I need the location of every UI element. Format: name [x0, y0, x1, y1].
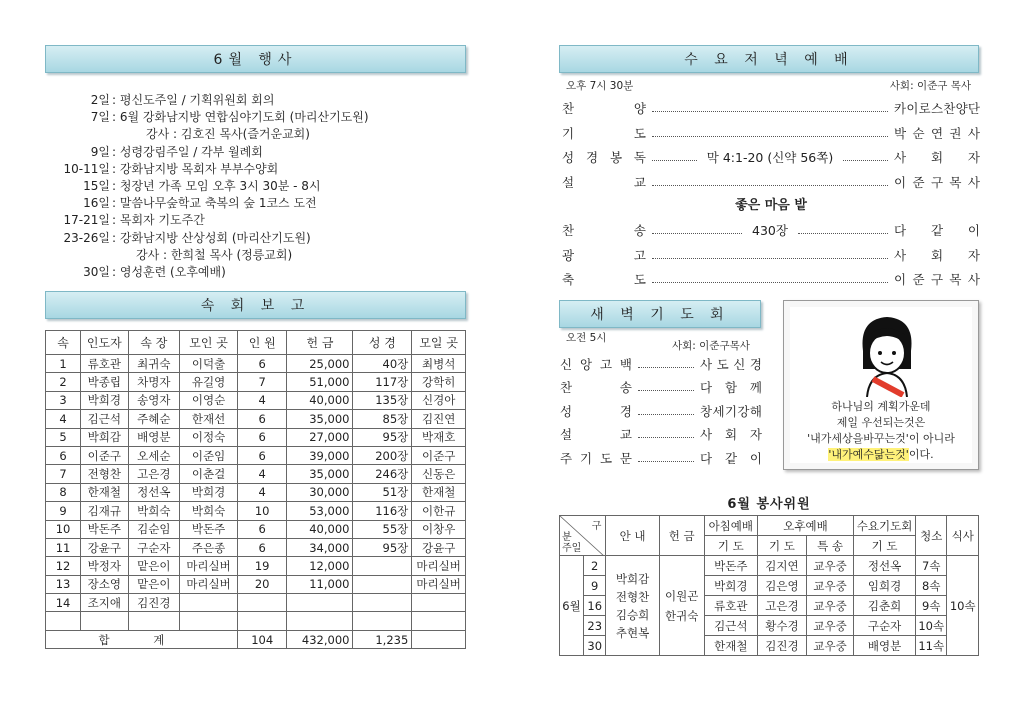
wednesday-meta	[566, 78, 971, 93]
quote-card	[783, 300, 979, 470]
list-item: 17-21일 : 목회자 기도주간	[63, 213, 205, 228]
wednesday-time: 오후 7시 30분	[566, 80, 634, 92]
order-label: 신 앙 고 백	[560, 356, 632, 372]
list-item	[562, 267, 980, 292]
order-value: 박 순 연 권 사	[894, 125, 980, 141]
events-title: 6월 행사	[213, 52, 298, 68]
order-value: 이 준 구 목 사	[894, 272, 980, 288]
order-label: 축 도	[562, 272, 646, 288]
dawn-order	[560, 352, 762, 470]
order-label: 광 고	[562, 247, 646, 263]
list-item: 강사 : 김호진 목사(즐거운교회)	[146, 127, 310, 142]
list-item	[560, 399, 762, 423]
wednesday-host: 사회: 이준구 목사	[889, 80, 971, 92]
attendance-table	[45, 330, 466, 649]
order-label: 찬 송	[560, 380, 632, 396]
list-item: 15일 : 청장년 가족 모임 오후 3시 30분 - 8시	[83, 179, 321, 194]
list-item: 16일 : 말씀나무숲학교 축복의 숲 1코스 도전	[83, 196, 317, 211]
list-item	[562, 121, 980, 146]
list-item: 7일 : 6월 강화남지방 연합심야기도회 (마리산기도원)	[90, 110, 369, 125]
offering-cell: 이원곤 한귀숙	[659, 556, 704, 656]
table-row: 6월 2 박희감 전형찬 김승희 추현복 이원곤 한귀숙 박돈주 김지연 교우중 정선옥 7속 10속	[560, 556, 979, 576]
order-label: 찬 양	[562, 101, 646, 117]
girl-illustration-icon	[847, 311, 927, 397]
table-row: 8 한재철 정선옥 박희경 4 30,000 51장 한재철	[46, 483, 466, 501]
order-label: 주 기 도 문	[560, 450, 632, 466]
total-row: 합 계 104 432,000 1,235	[46, 630, 466, 648]
table-row: 6 이준구 오세순 이준임 6 39,000 200장 이준구	[46, 446, 466, 464]
table-row: 1 류호관 최귀숙 이덕출 6 25,000 40장 최병석	[46, 355, 466, 373]
list-item: 강사 : 한희철 목사 (정릉교회)	[136, 247, 293, 262]
order-value: 사 회 자	[894, 150, 980, 166]
order-value: 사 회 자	[894, 247, 980, 263]
table-row: 9 김재규 박희숙 박희숙 10 53,000 116장 이한규	[46, 502, 466, 520]
list-item: 성 경 봉 독 막 4:1-20 (신약 56쪽) 사 회 자	[562, 150, 980, 166]
list-item	[562, 96, 980, 121]
order-value: 이 준 구 목 사	[894, 174, 980, 190]
order-value: 창 세 기 강 해	[700, 403, 762, 419]
volunteers-table: 구 분 주일 안 내 헌 금 아침예배 오후예배 수요기도회 청소 식사 기 도 기 도 특 송 기 도 6월 2 박희감 전형찬 김승희 추현복 이원곤 한귀숙 박돈주 김지연 교우중 정선옥 7속 10속 9 박희경 김은영 교우중 임희경 8속 16 류호관 고은경 교우중 김춘희 9속 23 김근석 황수경 교우중 구순자 10속 30 한재철 김진경 교우중 배영분 11속	[559, 515, 979, 656]
list-item: 10-11일 : 강화남지방 목회자 부부수양회	[63, 161, 279, 176]
table-row: 16 류호관 고은경 교우중 김춘희 9속	[560, 596, 979, 616]
wednesday-title: 수 요 저 녁 예 배	[684, 52, 854, 68]
list-item: 9일 : 성령강림주일 / 각부 월례회	[90, 144, 263, 159]
order-label: 기 도	[562, 125, 646, 141]
table-row: 13 장소영 맡은이 마리실버 20 11,000 마리실버	[46, 575, 466, 593]
order-value: 다 같 이	[894, 223, 980, 239]
order-value: 다 함 께	[700, 380, 762, 396]
wednesday-order	[562, 96, 980, 292]
attendance-title: 속 회 보 고	[200, 298, 311, 314]
table-row: 4 김근석 주혜순 한재선 6 35,000 85장 김진연	[46, 410, 466, 428]
list-item: 30일 : 영성훈련 (오후예배)	[83, 265, 226, 280]
dawn-banner	[559, 300, 761, 328]
list-item	[560, 446, 762, 470]
guides-cell: 박희감 전형찬 김승희 추현복	[606, 556, 659, 656]
order-value: 사 도 신 경	[700, 356, 762, 372]
table-row: 10 박돈주 김순임 박돈주 6 40,000 55장 이창우	[46, 520, 466, 538]
list-item: 2일 : 평신도주일 / 기획위원회 회의	[90, 93, 275, 107]
table-row: 11 강윤구 구순자 주은종 6 34,000 95장 강윤구	[46, 538, 466, 556]
order-value: 사 회 자	[700, 427, 762, 443]
table-row: 7 전형찬 고은경 이춘걸 4 35,000 246장 신동은	[46, 465, 466, 483]
table-row: 14 조지애 김진경	[46, 594, 466, 612]
table-row: 2 박종립 차명자 유길영 7 51,000 117장 강학히	[46, 373, 466, 391]
events-banner	[45, 45, 466, 73]
order-value: 카 이 로 스 찬 양 단	[894, 101, 980, 117]
table-header-row: 속 인도자 속 장 모인 곳 인 원 헌 금 성 경 모일 곳	[46, 331, 466, 355]
dawn-time: 오전 5시	[566, 332, 607, 344]
table-row: 3 박희경 송영자 이영순 4 40,000 135장 신경아	[46, 391, 466, 409]
list-item	[562, 170, 980, 195]
corner-cell: 구 분 주일	[560, 516, 606, 556]
events-list	[52, 92, 472, 281]
table-row: 12 박정자 맡은이 마리실버 19 12,000 마리실버	[46, 557, 466, 575]
table-row: 30 한재철 김진경 교우중 배영분 11속	[560, 636, 979, 656]
list-item	[562, 243, 980, 268]
dawn-title: 새 벽 기 도 회	[590, 307, 730, 323]
order-label: 설 교	[560, 427, 632, 443]
attendance-banner	[45, 291, 466, 319]
list-item	[560, 423, 762, 447]
table-row	[46, 612, 466, 630]
volunteers-title: 6월 봉사위원	[727, 497, 811, 512]
list-item: 찬 송 430장 다 같 이	[562, 223, 980, 239]
list-item	[560, 376, 762, 400]
order-label: 성 경 봉 독	[562, 150, 646, 166]
order-label: 찬 송	[562, 223, 646, 239]
dawn-host: 사회: 이준구목사	[672, 340, 750, 352]
order-label: 설 교	[562, 174, 646, 190]
order-label: 성 경	[560, 403, 632, 419]
table-row: 23 김근석 황수경 교우중 구순자 10속	[560, 616, 979, 636]
order-value: 다 같 이	[700, 450, 762, 466]
table-row: 5 박희감 배영분 이정숙 6 27,000 95장 박재호	[46, 428, 466, 446]
table-row: 9 박희경 김은영 교우중 임희경 8속	[560, 576, 979, 596]
sermon-subtitle: 좋은 마음 밭	[735, 198, 807, 213]
wednesday-banner	[559, 45, 979, 73]
quote-text: 하나님의 계획가운데 제일 우선되는것은 '내가세상을바꾸는것'이 아니라 '내가예수닮는것'이다.	[807, 400, 955, 461]
list-item	[560, 352, 762, 376]
list-item: 23-26일 : 강화남지방 산상성회 (마리산기도원)	[63, 230, 311, 245]
